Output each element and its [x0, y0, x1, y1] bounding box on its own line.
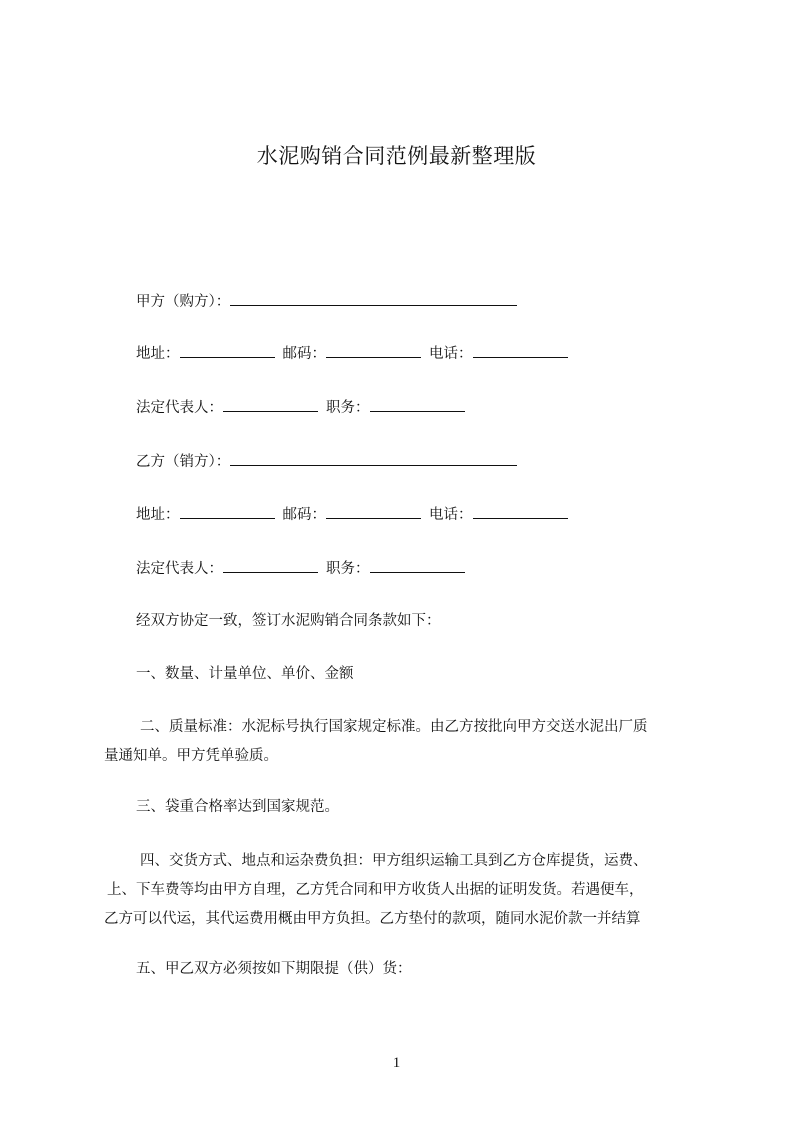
party-b-position-blank — [370, 558, 465, 573]
party-a-rep-label: 法定代表人： — [136, 400, 223, 416]
party-b-label: 乙方（销方）： — [136, 454, 231, 470]
party-a-phone-blank — [473, 343, 568, 358]
clause-3: 三、袋重合格率达到国家规范。 — [136, 799, 339, 815]
party-a-rep-line — [136, 397, 473, 419]
party-a-contact-line — [136, 343, 576, 365]
intro-text: 经双方协定一致，签订水泥购销合同条款如下： — [136, 613, 441, 629]
party-b-postcode-label: 邮码： — [282, 507, 326, 523]
party-a-postcode-blank — [326, 343, 421, 358]
page-number: 1 — [392, 1055, 401, 1071]
party-a-phone-label: 电话： — [429, 346, 473, 362]
party-b-phone-label: 电话： — [429, 507, 473, 523]
party-b-postcode-blank — [326, 504, 421, 519]
party-a-position-blank — [370, 397, 465, 412]
party-b-line — [136, 451, 525, 473]
clause-1: 一、数量、计量单位、单价、金额 — [136, 666, 354, 682]
party-b-blank — [230, 451, 517, 466]
party-a-address-label: 地址： — [136, 346, 180, 362]
clause-2-line-2: 量通知单。甲方凭单验质。 — [104, 748, 278, 764]
clause-2 — [104, 713, 648, 771]
clause-4 — [104, 847, 648, 934]
party-a-position-label: 职务： — [326, 400, 370, 416]
party-b-rep-label: 法定代表人： — [136, 561, 223, 577]
party-b-address-label: 地址： — [136, 507, 180, 523]
party-b-address-blank — [180, 504, 275, 519]
clause-5: 五、甲乙双方必须按如下期限提（供）货： — [136, 961, 412, 977]
party-b-contact-line — [136, 504, 576, 526]
party-a-postcode-label: 邮码： — [282, 346, 326, 362]
party-b-rep-line — [136, 558, 473, 580]
party-b-rep-blank — [223, 558, 318, 573]
party-b-position-label: 职务： — [326, 561, 370, 577]
clause-4-line-2: 上、下车费等均由甲方自理，乙方凭合同和甲方收货人出据的证明发货。若遇便车， — [107, 882, 644, 898]
party-a-label: 甲方（购方）： — [136, 294, 231, 310]
clause-2-line-1: 二、质量标准：水泥标号执行国家规定标准。由乙方按批向甲方交送水泥出厂质 — [140, 719, 648, 735]
party-a-blank — [230, 291, 517, 306]
document-title: 水泥购销合同范例最新整理版 — [256, 144, 537, 168]
party-a-address-blank — [180, 343, 275, 358]
party-a-line — [136, 291, 525, 313]
party-a-rep-blank — [223, 397, 318, 412]
clause-4-line-3: 乙方可以代运，其代运费用概由甲方负担。乙方垫付的款项，随同水泥价款一并结算 — [104, 911, 641, 927]
party-b-phone-blank — [473, 504, 568, 519]
clause-4-line-1: 四、交货方式、地点和运杂费负担：甲方组织运输工具到乙方仓库提货，运费、 — [140, 853, 648, 869]
